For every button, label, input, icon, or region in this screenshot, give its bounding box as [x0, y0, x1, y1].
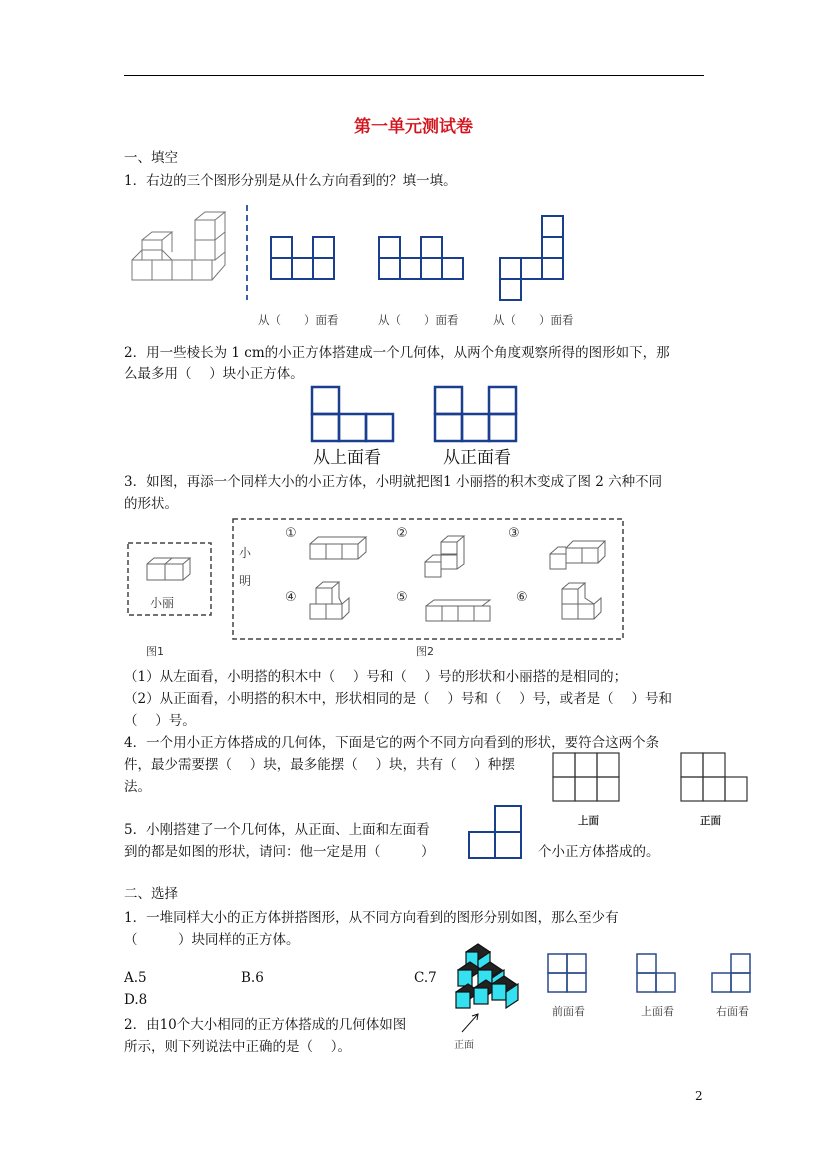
section1-heading: 一、填空 — [124, 150, 178, 166]
q1-text: 1．右边的三个图形分别是从什么方向看到的？填一填。 — [124, 173, 457, 189]
q1-view-c — [499, 215, 565, 301]
s2-view-top — [636, 953, 678, 995]
page-title: 第一单元测试卷 — [354, 117, 473, 137]
q2-line1: 2．用一些棱长为 1 cm的小正方体搭建成一个几何体，从两个角度观察所得的图形如下，那 — [124, 345, 670, 361]
q2-top-view — [311, 386, 395, 444]
section2-heading: 二、选择 — [124, 886, 178, 902]
q3-xiaoming-2: 明 — [239, 574, 252, 588]
s2-view-right — [711, 953, 753, 995]
q3-num-4: ④ — [285, 590, 297, 605]
s2-caption-front: 前面看 — [552, 1005, 585, 1018]
s2-caption-top: 上面看 — [641, 1005, 674, 1018]
q3-fig1-caption: 图1 — [146, 645, 164, 658]
q4-front-view — [680, 752, 750, 802]
header-rule — [124, 75, 704, 76]
q3-num-1: ① — [285, 526, 297, 541]
q4-line2: 件，最少需要摆（ ）块，最多能摆（ ）块，共有（ ）种摆 — [124, 757, 515, 773]
q5-line2: 到的都是如图的形状，请问：他一定是用（ ） — [124, 844, 435, 860]
q3-sub2b: （ ）号。 — [124, 713, 196, 729]
q1-view-a — [270, 236, 336, 280]
q3-num-3: ③ — [508, 526, 520, 541]
q3-line1: 3．如图，再添一个同样大小的小正方体，小明就把图1 小丽搭的积木变成了图 2 六种不同 — [124, 474, 663, 490]
s2-cube-figure — [452, 940, 522, 1035]
q5-line1: 5．小刚搭建了一个几何体，从正面、上面和左面看 — [124, 822, 430, 838]
q1-dashed-divider — [243, 205, 253, 300]
s2-q2-line2: 所示，则下列说法中正确的是（ ）。 — [124, 1039, 352, 1055]
q3-fig2-caption: 图2 — [416, 645, 434, 658]
q4-line3: 法。 — [124, 779, 151, 795]
q2-line2: 么最多用（ ）块小正方体。 — [124, 366, 304, 382]
q4-line1: 4．一个用小正方体搭成的几何体，下面是它的两个不同方向看到的形状，要符合这两个条 — [124, 735, 660, 751]
option-d: D.8 — [124, 992, 148, 1008]
s2-q1-line1: 1．一堆同样大小的正方体拼搭图形，从不同方向看到的图形分别如图，那么至少有 — [124, 910, 619, 926]
q3-num-6: ⑥ — [516, 590, 528, 605]
s2-caption-front-arrow: 正面 — [454, 1040, 474, 1051]
s2-view-front — [547, 953, 589, 995]
q1-3d-figure — [130, 210, 230, 290]
option-c: C.7 — [414, 970, 437, 986]
s2-q1-line2: （ ）块同样的正方体。 — [124, 932, 300, 948]
q1-caption-1: 从（ ）面看 — [258, 313, 339, 327]
option-a: A.5 — [124, 970, 147, 986]
page-number: 2 — [695, 1089, 703, 1103]
q2-caption-top: 从上面看 — [313, 448, 381, 468]
q5-view-figure — [468, 805, 522, 859]
q3-fig1-label: 小丽 — [150, 596, 175, 610]
q4-top-view — [552, 752, 622, 802]
q2-caption-front: 从正面看 — [443, 448, 511, 468]
q1-caption-3: 从（ ）面看 — [493, 313, 574, 327]
q4-caption-front: 正面 — [700, 815, 721, 827]
q3-sub1: （1）从左面看，小明搭的积木中（ ）号和（ ）号的形状和小丽搭的是相同的； — [124, 669, 628, 685]
q1-view-b — [378, 236, 464, 280]
q2-front-view — [434, 386, 518, 444]
option-b: B.6 — [241, 970, 264, 986]
q3-line2: 的形状。 — [124, 496, 178, 512]
q1-caption-2: 从（ ）面看 — [378, 313, 459, 327]
q4-caption-top: 上面 — [578, 815, 599, 827]
q5-line3: 个小正方体搭成的。 — [538, 844, 660, 860]
q3-num-2: ② — [396, 526, 408, 541]
q3-sub2a: （2）从正面看，小明搭的积木中，形状相同的是（ ）号和（ ）号，或者是（ ）号和 — [124, 691, 672, 707]
s2-q2-line1: 2．由10个大小相同的正方体搭成的几何体如图 — [124, 1017, 407, 1033]
q3-num-5: ⑤ — [396, 590, 408, 605]
q3-xiaoming-1: 小 — [239, 546, 252, 560]
s2-caption-right: 右面看 — [716, 1005, 749, 1018]
